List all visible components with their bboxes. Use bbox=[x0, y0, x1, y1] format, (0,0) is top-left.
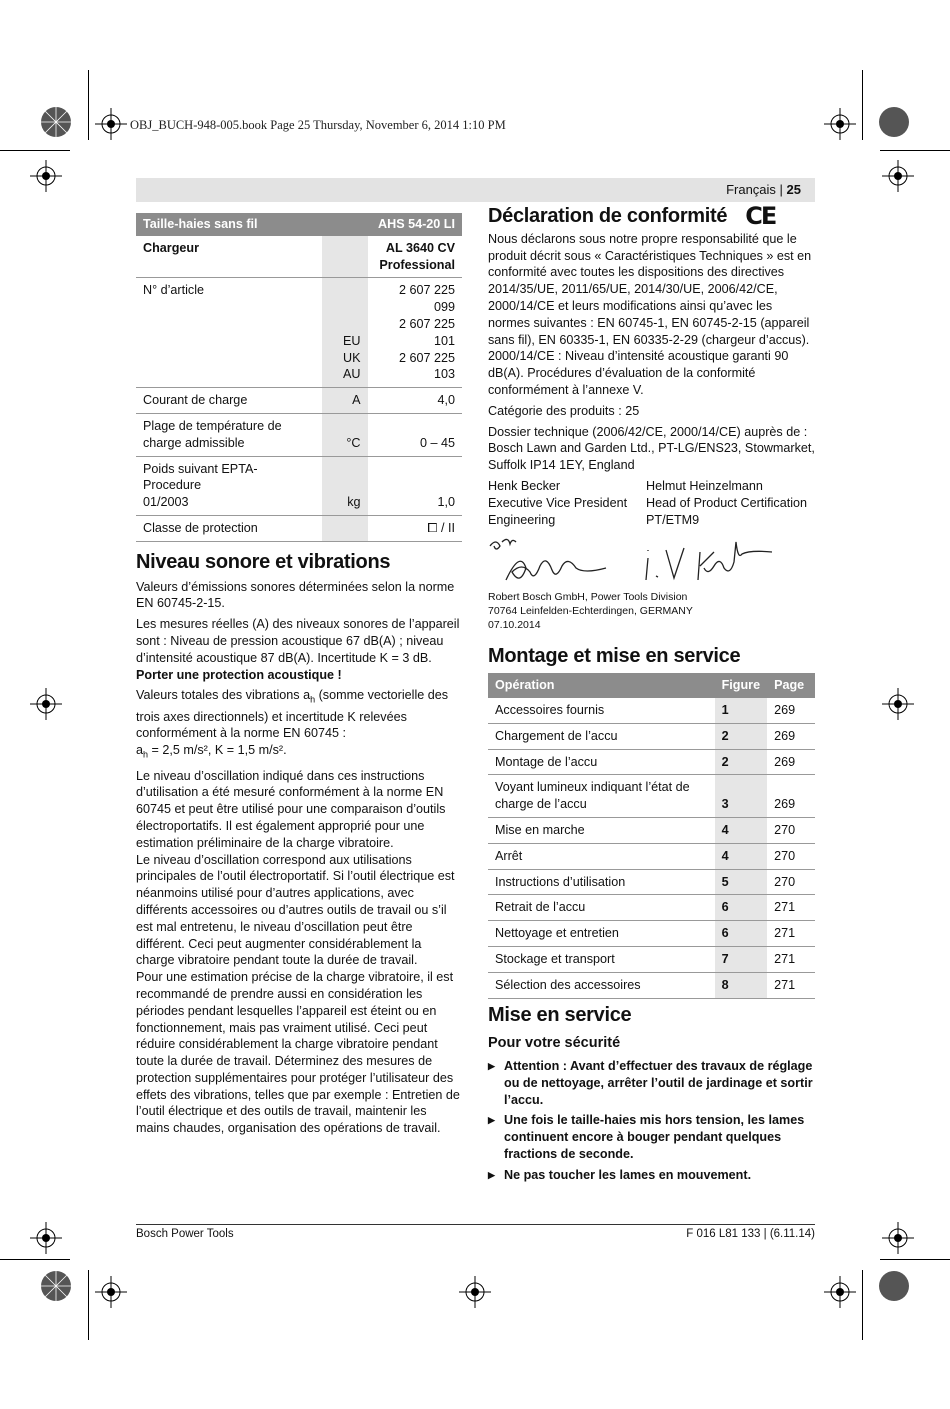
ops-page: 271 bbox=[767, 895, 815, 921]
footer-left: Bosch Power Tools bbox=[136, 1228, 234, 1240]
company-line1: Robert Bosch GmbH, Power Tools Division bbox=[488, 591, 688, 604]
spec-row bbox=[136, 236, 462, 278]
ops-figure: 2 bbox=[715, 723, 767, 749]
crosshair-icon bbox=[882, 1222, 914, 1254]
ops-page: 270 bbox=[767, 817, 815, 843]
noise-p5: Le niveau d’oscillation indiqué dans ces instructions d’utilisation a été mesuré conformément à la norme EN 60745 et peut être utilisé pour une comparaison d’outils électroportatifs. Il est également approprié pour une estimation préliminaire de la charge vibratoire. bbox=[136, 768, 446, 850]
header-language: Français bbox=[726, 182, 776, 197]
footer-rule bbox=[136, 1224, 815, 1225]
page-header: Français | 25 bbox=[136, 178, 815, 202]
crosshair-icon bbox=[882, 688, 914, 720]
crosshair-icon bbox=[95, 1276, 127, 1308]
table-row bbox=[488, 817, 815, 843]
table-row bbox=[488, 869, 815, 895]
spec-unit bbox=[322, 236, 368, 278]
ops-operation: Mise en marche bbox=[488, 817, 715, 843]
registration-mark-icon bbox=[40, 1270, 72, 1302]
table-row bbox=[488, 972, 815, 998]
ops-page: 271 bbox=[767, 972, 815, 998]
ops-header-figure: Figure bbox=[715, 673, 767, 698]
signer2-title1: Head of Product Certification bbox=[646, 495, 808, 510]
safety-bullet: ▶ Attention : Avant d’effectuer des travaux de réglage ou de nettoyage, arrêter l’outil de jardinage et sortir l’accu. bbox=[488, 1058, 815, 1108]
ops-figure: 4 bbox=[715, 817, 767, 843]
noise-p3: Valeurs totales des vibrations $a_h$ (somme vectorielle des trois axes directionnels) et incertitude K relevées conformément à la norme EN 60745 : $a_h = 2,5$ m/s², K = 1,5 m/s². bbox=[136, 688, 449, 760]
spec-label: Chargeur bbox=[136, 236, 322, 278]
ops-operation: Montage de l’accu bbox=[488, 749, 715, 775]
ops-operation: Voyant lumineux indiquant l’état de charge de l’accu bbox=[488, 775, 715, 818]
crosshair-icon bbox=[882, 160, 914, 192]
table-row bbox=[488, 843, 815, 869]
spec-label: Poids suivant EPTA-Procedure 01/2003 bbox=[136, 456, 322, 515]
table-row bbox=[488, 895, 815, 921]
registration-mark-icon bbox=[878, 106, 910, 138]
ops-page: 270 bbox=[767, 869, 815, 895]
signer2-name: Helmut Heinzelmann bbox=[646, 478, 763, 493]
operations-table bbox=[488, 673, 815, 998]
footer-right: F 016 L81 133 | (6.11.14) bbox=[686, 1228, 815, 1240]
ops-figure: 6 bbox=[715, 895, 767, 921]
declaration-p3: Catégorie des produits : 25 bbox=[488, 403, 640, 418]
ops-figure: 3 bbox=[715, 775, 767, 818]
spec-label: Plage de température de charge admissible bbox=[136, 413, 322, 456]
declaration-p2: 2000/14/CE : Niveau d’intensité acoustique garanti 90 dB(A). Procédures d’évaluation de la conformité conformément à l’annexe V. bbox=[488, 349, 789, 397]
ops-figure: 8 bbox=[715, 972, 767, 998]
spec-unit: kg bbox=[322, 456, 368, 515]
declaration-title: Déclaration de conformité bbox=[488, 205, 728, 227]
spec-value: AL 3640 CV Professional bbox=[368, 236, 463, 278]
safety-list bbox=[488, 1058, 815, 1184]
spec-value: ⧠ / II bbox=[368, 515, 463, 541]
spec-header-right: AHS 54-20 LI bbox=[368, 213, 463, 236]
crosshair-icon bbox=[30, 688, 62, 720]
signer1-name: Henk Becker bbox=[488, 478, 561, 493]
spec-label: Classe de protection bbox=[136, 515, 322, 541]
ops-operation: Sélection des accessoires bbox=[488, 972, 715, 998]
left-column bbox=[136, 213, 463, 1141]
noise-title: Niveau sonore et vibrations bbox=[136, 550, 391, 573]
ops-figure: 1 bbox=[715, 698, 767, 723]
company-line2: 70764 Leinfelden-Echterdingen, GERMANY bbox=[488, 605, 693, 618]
noise-warning: Porter une protection acoustique ! bbox=[136, 667, 342, 682]
service-title: Mise en service bbox=[488, 1003, 632, 1026]
table-row bbox=[488, 921, 815, 947]
declaration-p1: Nous déclarons sous notre propre responsabilité que le produit décrit sous « Caractéristiques Techniques » est en conformité avec toutes les dispositions des directives 2014/35/UE, 2011/65/UE, 2014/30/UE, 2006/42/CE, 2000/14/CE et leurs modifications ainsi qu’avec les normes suivantes : EN 60745-1, EN 60745-2-15 (appareil sans fil), EN 60335-1, EN 60335-2-29 (chargeur d’accus). bbox=[488, 231, 812, 347]
spec-header-left: Taille-haies sans fil bbox=[136, 213, 368, 236]
registration-mark-icon bbox=[40, 106, 72, 138]
ops-operation: Chargement de l’accu bbox=[488, 723, 715, 749]
spec-value: 0 – 45 bbox=[368, 413, 463, 456]
ops-page: 270 bbox=[767, 843, 815, 869]
spec-unit: A bbox=[322, 388, 368, 414]
table-row bbox=[488, 946, 815, 972]
spec-unit: EU UK AU bbox=[322, 278, 368, 388]
crosshair-icon bbox=[95, 108, 127, 140]
ops-page: 269 bbox=[767, 723, 815, 749]
spec-row bbox=[136, 413, 462, 456]
spec-value: 2 607 225 099 2 607 225 101 2 607 225 103 bbox=[368, 278, 463, 388]
spec-row bbox=[136, 388, 462, 414]
page-number: 25 bbox=[786, 182, 801, 197]
right-column bbox=[488, 202, 815, 1188]
service-subtitle: Pour votre sécurité bbox=[488, 1035, 621, 1052]
print-header: OBJ_BUCH-948-005.book Page 25 Thursday, November 6, 2014 1:10 PM bbox=[130, 118, 506, 132]
noise-p6: Le niveau d’oscillation correspond aux utilisations principales de l’outil électroportatif. Si l’outil électrique est néanmoins utilisé pour d’autres applications, avec différents accessoires ou d’autres outils de travail ou s’il est mal entretenu, le niveau d’oscillation peut être différent. Ceci peut augmenter considérablement la charge vibratoire pendant toute la durée de travail. bbox=[136, 852, 455, 968]
crosshair-icon bbox=[824, 1276, 856, 1308]
crosshair-icon bbox=[30, 160, 62, 192]
spec-row bbox=[136, 278, 462, 388]
registration-mark-icon bbox=[878, 1270, 910, 1302]
spec-unit: °C bbox=[322, 413, 368, 456]
table-row bbox=[488, 698, 815, 723]
ops-operation: Stockage et transport bbox=[488, 946, 715, 972]
ops-operation: Arrêt bbox=[488, 843, 715, 869]
montage-title: Montage et mise en service bbox=[488, 645, 741, 668]
table-row bbox=[488, 775, 815, 818]
ops-figure: 4 bbox=[715, 843, 767, 869]
ops-page: 269 bbox=[767, 749, 815, 775]
declaration-date: 07.10.2014 bbox=[488, 619, 541, 632]
spec-table bbox=[136, 213, 462, 542]
signer2-title2: PT/ETM9 bbox=[646, 512, 700, 527]
ops-figure: 2 bbox=[715, 749, 767, 775]
ops-operation: Nettoyage et entretien bbox=[488, 921, 715, 947]
spec-unit bbox=[322, 515, 368, 541]
ce-mark-icon: CE bbox=[745, 202, 776, 230]
ops-page: 269 bbox=[767, 775, 815, 818]
ops-page: 269 bbox=[767, 698, 815, 723]
ops-operation: Instructions d’utilisation bbox=[488, 869, 715, 895]
handwritten-signatures bbox=[488, 536, 808, 596]
spec-label: Courant de charge bbox=[136, 388, 322, 414]
spec-row bbox=[136, 456, 462, 515]
ops-header-page: Page bbox=[767, 673, 815, 698]
signers bbox=[488, 478, 815, 528]
signer1-title2: Engineering bbox=[488, 512, 556, 527]
noise-p1: Valeurs d’émissions sonores déterminées selon la norme EN 60745-2-15. bbox=[136, 579, 455, 611]
ops-header-operation: Opération bbox=[488, 673, 715, 698]
crosshair-icon bbox=[30, 1222, 62, 1254]
spec-value: 4,0 bbox=[368, 388, 463, 414]
noise-p2: Les mesures réelles (A) des niveaux sonores de l’appareil sont : Niveau de pression acoustique 67 dB(A) ; niveau d’intensité acoustique 87 dB(A). Incertitude K = 3 dB. bbox=[136, 617, 460, 665]
table-row bbox=[488, 749, 815, 775]
ops-figure: 6 bbox=[715, 921, 767, 947]
signer1-title1: Executive Vice President bbox=[488, 495, 628, 510]
ops-operation: Retrait de l’accu bbox=[488, 895, 715, 921]
noise-p7: Pour une estimation précise de la charge vibratoire, il est recommandé de prendre aussi en considération les périodes pendant lesquelles l’appareil est éteint ou en fonctionnement, mais pas vraiment utilisé. Ceci peut réduire considérablement la charge vibratoire pendant toute la durée de travail. Déterminez des mesures de protection supplémentaires pour protéger l’utilisateur des effets des vibrations, telles que par exemple : Entretien de l’outil électrique et des outils de travail, maintenir les mains chaudes, organisation des opérations de travail. bbox=[136, 970, 460, 1136]
ops-figure: 7 bbox=[715, 946, 767, 972]
safety-bullet: ▶ Une fois le taille-haies mis hors tension, les lames continuent encore à bouger pendant quelques fractions de seconde. bbox=[488, 1112, 815, 1162]
ops-page: 271 bbox=[767, 921, 815, 947]
spec-row bbox=[136, 515, 462, 541]
crosshair-icon bbox=[824, 108, 856, 140]
spec-label: N° d’article bbox=[136, 278, 322, 388]
ops-figure: 5 bbox=[715, 869, 767, 895]
ops-page: 271 bbox=[767, 946, 815, 972]
table-row bbox=[488, 723, 815, 749]
safety-bullet: ▶ Ne pas toucher les lames en mouvement. bbox=[488, 1167, 815, 1184]
spec-value: 1,0 bbox=[368, 456, 463, 515]
ops-operation: Accessoires fournis bbox=[488, 698, 715, 723]
declaration-p4: Dossier technique (2006/42/CE, 2000/14/CE) auprès de : Bosch Lawn and Garden Ltd., PT-LG/ENS23, Stowmarket, Suffolk IP14 1EY, England bbox=[488, 424, 815, 473]
crosshair-icon bbox=[459, 1276, 491, 1308]
